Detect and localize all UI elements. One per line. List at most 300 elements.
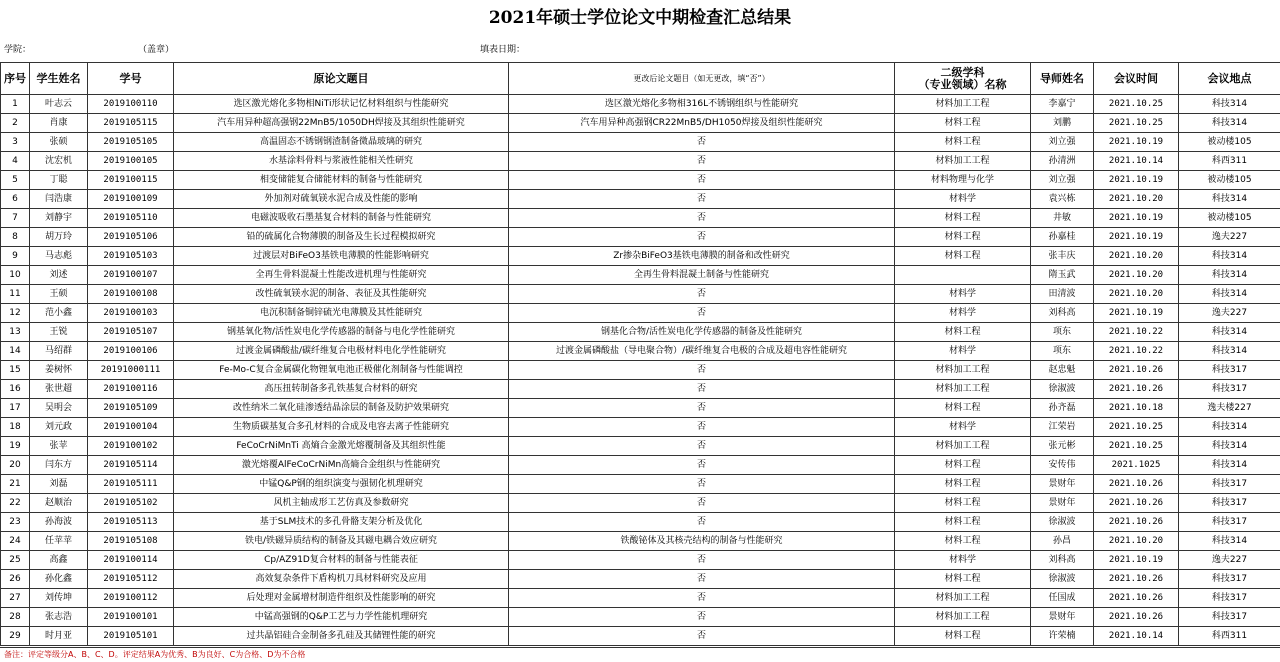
cell-orig-title: 中锰Q&P钢的组织演变与强韧化机理研究 (174, 475, 509, 494)
cell-name: 刘传坤 (30, 589, 88, 608)
table-row (1, 209, 1280, 228)
table-row (1, 608, 1280, 627)
cell-name: 闫东方 (30, 456, 88, 475)
cell-meeting-place: 科技314 (1179, 114, 1280, 133)
cell-advisor: 张丰庆 (1031, 247, 1094, 266)
cell-name: 刘磊 (30, 475, 88, 494)
cell-new-title: 过渡金属磷酸盐（导电聚合物）/碳纤维复合电极的合成及超电容性能研究 (509, 342, 895, 361)
cell-name: 范小鑫 (30, 304, 88, 323)
cell-new-title: 否 (509, 190, 895, 209)
cell-discipline: 材料工程 (895, 494, 1031, 513)
cell-meeting-place: 科技314 (1179, 323, 1280, 342)
header-meeting-time: 会议时间 (1094, 63, 1179, 95)
cell-advisor: 刘立强 (1031, 133, 1094, 152)
cell-new-title: 否 (509, 133, 895, 152)
cell-discipline: 材料工程 (895, 247, 1031, 266)
cell-name: 高鑫 (30, 551, 88, 570)
cell-meeting-place: 科技317 (1179, 608, 1280, 627)
cell-new-title: 否 (509, 456, 895, 475)
header-discipline-line2: （专业领域）名称 (918, 77, 1007, 91)
cell-id: 2019105113 (88, 513, 174, 532)
cell-id: 2019100107 (88, 266, 174, 285)
cell-name: 刘述 (30, 266, 88, 285)
cell-discipline: 材料工程 (895, 114, 1031, 133)
cell-meeting-place: 科技317 (1179, 589, 1280, 608)
cell-meeting-place: 被动楼105 (1179, 171, 1280, 190)
table-row (1, 570, 1280, 589)
cell-new-title: 否 (509, 171, 895, 190)
table-row (1, 152, 1280, 171)
cell-meeting-place: 科技314 (1179, 342, 1280, 361)
cell-meeting-time: 2021.10.25 (1094, 437, 1179, 456)
cell-no: 18 (1, 418, 30, 437)
cell-discipline: 材料工程 (895, 133, 1031, 152)
cell-new-title: 否 (509, 608, 895, 627)
cell-meeting-time: 2021.10.26 (1094, 475, 1179, 494)
table-row (1, 361, 1280, 380)
cell-orig-title: FeCoCrNiMnTi 高熵合金激光熔覆制备及其组织性能 (174, 437, 509, 456)
table-row (1, 342, 1280, 361)
school-label: 学院： (4, 45, 32, 55)
cell-meeting-time: 2021.10.25 (1094, 114, 1179, 133)
cell-advisor: 刘立强 (1031, 171, 1094, 190)
cell-new-title: 选区激光熔化多物相316L不锈钢组织与性能研究 (509, 95, 895, 114)
cell-new-title: 否 (509, 361, 895, 380)
cell-meeting-time: 2021.10.20 (1094, 190, 1179, 209)
table-row (1, 190, 1280, 209)
cell-new-title: 否 (509, 570, 895, 589)
table-row (1, 114, 1280, 133)
cell-orig-title: 风机主轴成形工艺仿真及参数研究 (174, 494, 509, 513)
cell-meeting-place: 科技314 (1179, 285, 1280, 304)
cell-meeting-time: 2021.10.19 (1094, 228, 1179, 247)
cell-new-title: Zr掺杂BiFeO3基铁电薄膜的制备和改性研究 (509, 247, 895, 266)
cell-new-title: 否 (509, 399, 895, 418)
cell-advisor: 安传伟 (1031, 456, 1094, 475)
cell-meeting-time: 2021.10.26 (1094, 494, 1179, 513)
cell-orig-title: 铁电/铁磁异质结构的制备及其磁电耦合效应研究 (174, 532, 509, 551)
cell-orig-title: 高压扭转制备多孔铁基复合材料的研究 (174, 380, 509, 399)
cell-orig-title: 外加剂对硫氧镁水泥合成及性能的影响 (174, 190, 509, 209)
cell-meeting-place: 科技314 (1179, 247, 1280, 266)
cell-meeting-time: 2021.1025 (1094, 456, 1179, 475)
cell-no: 10 (1, 266, 30, 285)
cell-name: 任苹苹 (30, 532, 88, 551)
cell-advisor: 项东 (1031, 323, 1094, 342)
cell-meeting-place: 科技314 (1179, 437, 1280, 456)
header-discipline (895, 63, 1031, 95)
cell-discipline: 材料工程 (895, 456, 1031, 475)
cell-discipline: 材料学 (895, 304, 1031, 323)
cell-discipline: 材料加工工程 (895, 437, 1031, 456)
cell-no: 22 (1, 494, 30, 513)
cell-discipline: 材料学 (895, 342, 1031, 361)
cell-no: 26 (1, 570, 30, 589)
cell-meeting-place: 科技314 (1179, 456, 1280, 475)
cell-orig-title: 高效复杂条件下盾构机刀具材料研究及应用 (174, 570, 509, 589)
header-orig-title: 原论文题目 (174, 63, 509, 95)
table-row (1, 551, 1280, 570)
cell-orig-title: 汽车用异种超高强钢22MnB5/1050DH焊接及其组织性能研究 (174, 114, 509, 133)
cell-new-title: 否 (509, 152, 895, 171)
cell-advisor: 孙清洲 (1031, 152, 1094, 171)
cell-no: 24 (1, 532, 30, 551)
cell-id: 2019105111 (88, 475, 174, 494)
table-row (1, 399, 1280, 418)
cell-discipline (895, 266, 1031, 285)
cell-no: 19 (1, 437, 30, 456)
cell-meeting-place: 科技317 (1179, 475, 1280, 494)
cell-meeting-time: 2021.10.26 (1094, 570, 1179, 589)
cell-id: 2019105107 (88, 323, 174, 342)
cell-id: 2019105114 (88, 456, 174, 475)
cell-new-title: 否 (509, 380, 895, 399)
cell-name: 马志彪 (30, 247, 88, 266)
cell-no: 21 (1, 475, 30, 494)
cell-advisor: 徐淑波 (1031, 513, 1094, 532)
cell-meeting-place: 科技317 (1179, 570, 1280, 589)
cell-discipline: 材料学 (895, 418, 1031, 437)
table-row (1, 95, 1280, 114)
cell-name: 叶志云 (30, 95, 88, 114)
cell-discipline: 材料加工工程 (895, 589, 1031, 608)
cell-id: 2019105102 (88, 494, 174, 513)
cell-new-title: 汽车用异种高强钢CR22MnB5/DH1050焊接及组织性能研究 (509, 114, 895, 133)
cell-meeting-place: 科西311 (1179, 627, 1280, 646)
cell-advisor: 张元彬 (1031, 437, 1094, 456)
cell-advisor: 许荣楠 (1031, 627, 1094, 646)
cell-orig-title: 铅的硫属化合物薄膜的制备及生长过程模拟研究 (174, 228, 509, 247)
cell-no: 25 (1, 551, 30, 570)
cell-new-title: 否 (509, 627, 895, 646)
results-table (0, 62, 1280, 646)
cell-name: 刘静宇 (30, 209, 88, 228)
cell-advisor: 袁兴栋 (1031, 190, 1094, 209)
cell-discipline: 材料加工工程 (895, 608, 1031, 627)
cell-orig-title: 钢基氧化物/活性炭电化学传感器的制备与电化学性能研究 (174, 323, 509, 342)
cell-orig-title: 电沉积制备铜锌硫光电薄膜及其性能研究 (174, 304, 509, 323)
cell-orig-title: 激光熔覆AlFeCoCrNiMn高熵合金组织与性能研究 (174, 456, 509, 475)
cell-name: 肖康 (30, 114, 88, 133)
cell-no: 3 (1, 133, 30, 152)
cell-discipline: 材料加工工程 (895, 380, 1031, 399)
cell-id: 2019105105 (88, 133, 174, 152)
cell-id: 2019105109 (88, 399, 174, 418)
cell-advisor: 项东 (1031, 342, 1094, 361)
cell-discipline: 材料工程 (895, 209, 1031, 228)
cell-meeting-time: 2021.10.25 (1094, 418, 1179, 437)
cell-meeting-time: 2021.10.18 (1094, 399, 1179, 418)
cell-no: 4 (1, 152, 30, 171)
cell-advisor: 李嘉宁 (1031, 95, 1094, 114)
cell-meeting-place: 逸夫楼227 (1179, 399, 1280, 418)
cell-orig-title: Cp/AZ91D复合材料的制备与性能表征 (174, 551, 509, 570)
cell-meeting-place: 科技314 (1179, 266, 1280, 285)
cell-id: 2019105106 (88, 228, 174, 247)
cell-orig-title: 中锰高强钢的Q&P工艺与力学性能机理研究 (174, 608, 509, 627)
cell-no: 15 (1, 361, 30, 380)
cell-name: 赵顺治 (30, 494, 88, 513)
divider (0, 647, 1280, 648)
header-id: 学号 (88, 63, 174, 95)
table-header-row (1, 63, 1280, 95)
cell-discipline: 材料工程 (895, 323, 1031, 342)
cell-advisor: 景财年 (1031, 608, 1094, 627)
cell-meeting-place: 科技314 (1179, 532, 1280, 551)
cell-advisor: 田清波 (1031, 285, 1094, 304)
cell-discipline: 材料学 (895, 285, 1031, 304)
cell-meeting-time: 2021.10.20 (1094, 532, 1179, 551)
table-row (1, 285, 1280, 304)
table-row (1, 266, 1280, 285)
cell-no: 23 (1, 513, 30, 532)
table-row (1, 133, 1280, 152)
cell-id: 2019105112 (88, 570, 174, 589)
cell-id: 2019100104 (88, 418, 174, 437)
cell-orig-title: 基于SLM技术的多孔骨骼支架分析及优化 (174, 513, 509, 532)
cell-no: 1 (1, 95, 30, 114)
cell-meeting-place: 逸夫227 (1179, 228, 1280, 247)
cell-meeting-time: 2021.10.26 (1094, 589, 1179, 608)
cell-orig-title: 电磁波吸收石墨基复合材料的制备与性能研究 (174, 209, 509, 228)
cell-advisor: 景财年 (1031, 494, 1094, 513)
cell-orig-title: 相变储能复合储能材料的制备与性能研究 (174, 171, 509, 190)
cell-meeting-place: 科技317 (1179, 361, 1280, 380)
cell-name: 沈宏机 (30, 152, 88, 171)
cell-discipline: 材料物理与化学 (895, 171, 1031, 190)
cell-name: 胡万玲 (30, 228, 88, 247)
header-no: 序号 (1, 63, 30, 95)
cell-id: 2019100114 (88, 551, 174, 570)
table-row (1, 228, 1280, 247)
cell-new-title: 否 (509, 304, 895, 323)
cell-new-title: 否 (509, 589, 895, 608)
cell-meeting-time: 2021.10.19 (1094, 209, 1179, 228)
cell-orig-title: 全再生骨料混凝土性能改进机理与性能研究 (174, 266, 509, 285)
cell-meeting-time: 2021.10.19 (1094, 133, 1179, 152)
cell-id: 2019100103 (88, 304, 174, 323)
table-row (1, 494, 1280, 513)
cell-new-title: 否 (509, 228, 895, 247)
cell-id: 2019105101 (88, 627, 174, 646)
table-row (1, 304, 1280, 323)
header-new-title: 更改后论文题目（如无更改，填“否”） (509, 63, 895, 95)
cell-id: 2019100105 (88, 152, 174, 171)
table-row (1, 247, 1280, 266)
cell-id: 2019100102 (88, 437, 174, 456)
cell-orig-title: Fe-Mo-C复合金属碳化物锂氧电池正极催化剂制备与性能调控 (174, 361, 509, 380)
cell-meeting-place: 科技317 (1179, 494, 1280, 513)
cell-no: 17 (1, 399, 30, 418)
cell-discipline: 材料加工工程 (895, 95, 1031, 114)
cell-advisor: 徐淑波 (1031, 380, 1094, 399)
cell-meeting-place: 逸夫227 (1179, 551, 1280, 570)
table-row (1, 380, 1280, 399)
cell-meeting-place: 逸夫227 (1179, 304, 1280, 323)
cell-advisor: 孙昌 (1031, 532, 1094, 551)
cell-name: 闫浩康 (30, 190, 88, 209)
cell-meeting-time: 2021.10.26 (1094, 608, 1179, 627)
header-advisor: 导师姓名 (1031, 63, 1094, 95)
seal-label: （盖章） (138, 45, 175, 55)
cell-new-title: 否 (509, 494, 895, 513)
cell-name: 孙化鑫 (30, 570, 88, 589)
cell-new-title: 否 (509, 475, 895, 494)
cell-id: 2019100112 (88, 589, 174, 608)
cell-advisor: 刘科高 (1031, 551, 1094, 570)
cell-id: 2019100115 (88, 171, 174, 190)
cell-meeting-place: 被动楼105 (1179, 209, 1280, 228)
cell-name: 王锐 (30, 323, 88, 342)
cell-id: 2019100109 (88, 190, 174, 209)
cell-no: 8 (1, 228, 30, 247)
cell-name: 吴明会 (30, 399, 88, 418)
cell-meeting-time: 2021.10.14 (1094, 152, 1179, 171)
cell-name: 丁聪 (30, 171, 88, 190)
table-row (1, 589, 1280, 608)
cell-no: 6 (1, 190, 30, 209)
cell-advisor: 景财年 (1031, 475, 1094, 494)
cell-id: 2019105108 (88, 532, 174, 551)
cell-advisor: 赵忠魁 (1031, 361, 1094, 380)
cell-orig-title: 改性纳米二氧化硅渗透结晶涂层的制备及防护效果研究 (174, 399, 509, 418)
cell-new-title: 否 (509, 418, 895, 437)
cell-meeting-time: 2021.10.14 (1094, 627, 1179, 646)
cell-discipline: 材料工程 (895, 532, 1031, 551)
cell-meeting-time: 2021.10.19 (1094, 171, 1179, 190)
cell-meeting-time: 2021.10.25 (1094, 95, 1179, 114)
table-row (1, 513, 1280, 532)
cell-new-title: 铁酸铋体及其核壳结构的制备与性能研究 (509, 532, 895, 551)
cell-advisor: 任国成 (1031, 589, 1094, 608)
header-discipline-line1: 二级学科 (940, 65, 985, 79)
cell-advisor: 徐淑波 (1031, 570, 1094, 589)
cell-no: 5 (1, 171, 30, 190)
cell-name: 孙海波 (30, 513, 88, 532)
cell-no: 11 (1, 285, 30, 304)
cell-discipline: 材料学 (895, 190, 1031, 209)
footnote: 备注：评定等级分A、B、C、D。评定结果A为优秀、B为良好、C为合格、D为不合格 (4, 650, 306, 659)
cell-id: 2019105103 (88, 247, 174, 266)
table-row (1, 418, 1280, 437)
cell-discipline: 材料学 (895, 551, 1031, 570)
cell-no: 14 (1, 342, 30, 361)
cell-meeting-time: 2021.10.20 (1094, 247, 1179, 266)
cell-no: 7 (1, 209, 30, 228)
cell-new-title: 否 (509, 513, 895, 532)
cell-name: 马绍群 (30, 342, 88, 361)
page-title: 2021年硕士学位论文中期检查汇总结果 (488, 8, 792, 28)
table-row (1, 456, 1280, 475)
cell-id: 2019100101 (88, 608, 174, 627)
cell-meeting-place: 科技317 (1179, 380, 1280, 399)
cell-meeting-place: 科西311 (1179, 152, 1280, 171)
cell-meeting-place: 科技314 (1179, 95, 1280, 114)
cell-no: 29 (1, 627, 30, 646)
table-row (1, 532, 1280, 551)
cell-orig-title: 生物质碳基复合多孔材料的合成及电容去离子性能研究 (174, 418, 509, 437)
cell-meeting-time: 2021.10.26 (1094, 380, 1179, 399)
cell-name: 张苹 (30, 437, 88, 456)
cell-orig-title: 后处理对金属增材制造件组织及性能影响的研究 (174, 589, 509, 608)
cell-meeting-place: 科技317 (1179, 513, 1280, 532)
cell-new-title: 否 (509, 285, 895, 304)
cell-orig-title: 改性硫氧镁水泥的制备、表征及其性能研究 (174, 285, 509, 304)
cell-no: 2 (1, 114, 30, 133)
cell-meeting-place: 被动楼105 (1179, 133, 1280, 152)
cell-no: 9 (1, 247, 30, 266)
cell-new-title: 钢基化合物/活性炭电化学传感器的制备及性能研究 (509, 323, 895, 342)
cell-orig-title: 高温固态不锈钢钢渣制备微晶玻璃的研究 (174, 133, 509, 152)
table-body (1, 95, 1280, 646)
cell-discipline: 材料加工工程 (895, 361, 1031, 380)
cell-no: 12 (1, 304, 30, 323)
cell-id: 2019100108 (88, 285, 174, 304)
header-meeting-place: 会议地点 (1179, 63, 1280, 95)
cell-meeting-time: 2021.10.19 (1094, 304, 1179, 323)
cell-new-title: 否 (509, 551, 895, 570)
table-row (1, 437, 1280, 456)
cell-new-title: 否 (509, 209, 895, 228)
cell-orig-title: 选区激光熔化多物相NiTi形状记忆材料组织与性能研究 (174, 95, 509, 114)
cell-id: 2019100116 (88, 380, 174, 399)
cell-orig-title: 水基涂料骨料与浆液性能相关性研究 (174, 152, 509, 171)
cell-new-title: 否 (509, 437, 895, 456)
cell-discipline: 材料工程 (895, 627, 1031, 646)
cell-advisor: 刘科高 (1031, 304, 1094, 323)
cell-discipline: 材料工程 (895, 228, 1031, 247)
cell-meeting-time: 2021.10.20 (1094, 266, 1179, 285)
cell-discipline: 材料加工工程 (895, 152, 1031, 171)
table-row (1, 323, 1280, 342)
cell-discipline: 材料工程 (895, 570, 1031, 589)
cell-name: 张志浩 (30, 608, 88, 627)
date-label: 填表日期： (480, 45, 526, 55)
cell-advisor: 孙齐磊 (1031, 399, 1094, 418)
table-row (1, 171, 1280, 190)
cell-meeting-time: 2021.10.22 (1094, 342, 1179, 361)
cell-no: 16 (1, 380, 30, 399)
cell-name: 刘元政 (30, 418, 88, 437)
cell-no: 28 (1, 608, 30, 627)
cell-discipline: 材料工程 (895, 513, 1031, 532)
cell-discipline: 材料工程 (895, 475, 1031, 494)
cell-advisor: 井敏 (1031, 209, 1094, 228)
cell-meeting-time: 2021.10.20 (1094, 285, 1179, 304)
cell-advisor: 刘鹏 (1031, 114, 1094, 133)
cell-no: 27 (1, 589, 30, 608)
table-row (1, 475, 1280, 494)
cell-name: 姜树怀 (30, 361, 88, 380)
cell-id: 20191000111 (88, 361, 174, 380)
cell-meeting-time: 2021.10.22 (1094, 323, 1179, 342)
header-name: 学生姓名 (30, 63, 88, 95)
cell-id: 2019100106 (88, 342, 174, 361)
cell-name: 时月亚 (30, 627, 88, 646)
cell-orig-title: 过渡层对BiFeO3基铁电薄膜的性能影响研究 (174, 247, 509, 266)
table-row (1, 627, 1280, 646)
cell-id: 2019105115 (88, 114, 174, 133)
cell-meeting-place: 科技314 (1179, 190, 1280, 209)
cell-advisor: 孙嘉桂 (1031, 228, 1094, 247)
cell-no: 20 (1, 456, 30, 475)
cell-name: 张硕 (30, 133, 88, 152)
cell-discipline: 材料工程 (895, 399, 1031, 418)
cell-no: 13 (1, 323, 30, 342)
cell-advisor: 隋玉武 (1031, 266, 1094, 285)
cell-meeting-place: 科技314 (1179, 418, 1280, 437)
cell-meeting-time: 2021.10.26 (1094, 513, 1179, 532)
